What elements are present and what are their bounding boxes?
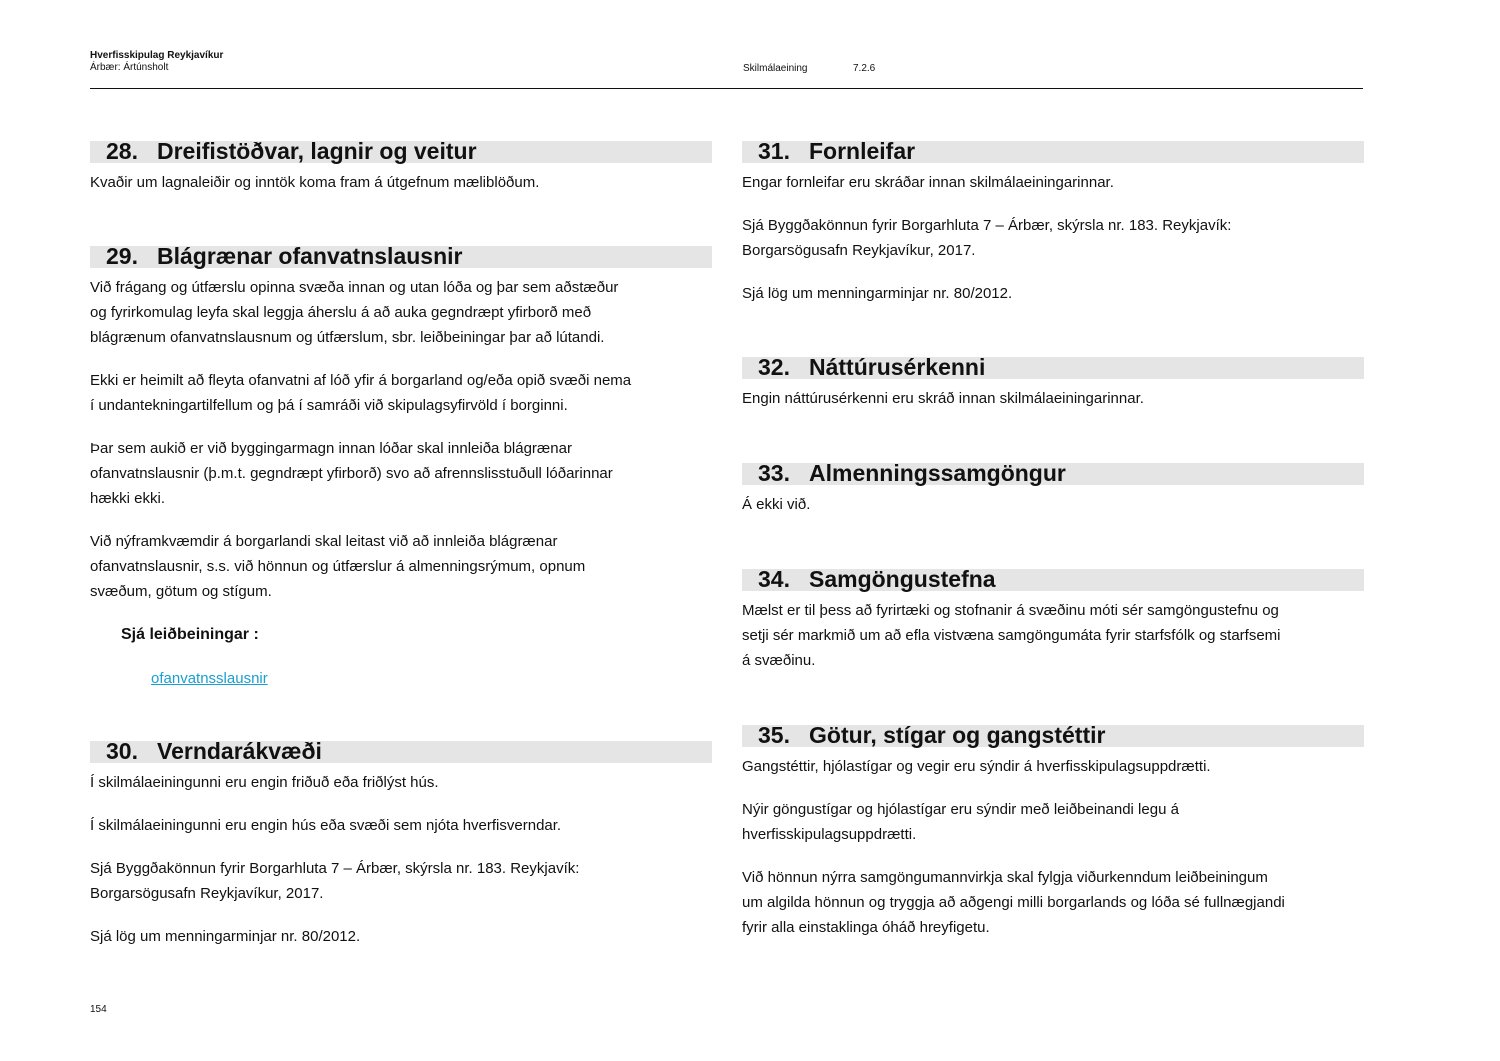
text-line: Við frágang og útfærslu opinna svæða innan og utan lóða og þar sem aðstæður [90, 279, 619, 296]
section [90, 138, 712, 195]
document-title: Hverfisskipulag Reykjavíkur [90, 50, 224, 61]
section-title: Náttúrusérkenni [809, 354, 986, 380]
section-number: 28. [106, 138, 138, 164]
paragraph [742, 754, 1364, 779]
text-line: Við nýframkvæmdir á borgarlandi skal leitast við að innleiða blágrænar [90, 533, 558, 550]
section-number: 7.2.6 [853, 63, 876, 74]
text-line: Borgarsögusafn Reykjavíkur, 2017. [742, 242, 976, 259]
text-line: Sjá Byggðakönnun fyrir Borgarhluta 7 – Árbær, skýrsla nr. 183. Reykjavík: [90, 860, 580, 877]
paragraph [742, 213, 1364, 263]
paragraph [742, 865, 1364, 940]
text-line: Sjá lög um menningarminjar nr. 80/2012. [90, 928, 361, 945]
section-heading [90, 738, 712, 764]
section-number: 31. [758, 138, 790, 164]
page-number: 154 [90, 1004, 107, 1015]
section-heading [742, 722, 1364, 748]
section-number: 30. [106, 738, 138, 764]
section-title: Blágrænar ofanvatnslausnir [157, 243, 463, 269]
section [90, 738, 712, 949]
paragraph [90, 529, 712, 604]
text-line: hækki ekki. [90, 490, 166, 507]
text-line: Engar fornleifar eru skráðar innan skilmálaeiningarinnar. [742, 174, 1114, 191]
section-heading [742, 354, 1364, 380]
text-line: og fyrirkomulag leyfa skal leggja áherslu á að auka gegndræpt yfirborð með [90, 304, 592, 321]
text-line: Á ekki við. [742, 496, 811, 513]
text-line: um algilda hönnun og tryggja að aðgengi milli borgarlands og lóða sé fullnægjandi [742, 894, 1285, 911]
text-line: Sjá Byggðakönnun fyrir Borgarhluta 7 – Árbær, skýrsla nr. 183. Reykjavík: [742, 217, 1232, 234]
text-line: ofanvatnslausnir (þ.m.t. gegndræpt yfirborð) svo að afrennslisstuðull lóðarinnar [90, 465, 613, 482]
paragraph [742, 281, 1364, 306]
paragraph [90, 813, 712, 838]
text-line: Gangstéttir, hjólastígar og vegir eru sýndir á hverfisskipulagsuppdrætti. [742, 758, 1211, 775]
section-heading [742, 460, 1364, 486]
text-line: Þar sem aukið er við byggingarmagn innan lóðar skal innleiða blágrænar [90, 440, 572, 457]
text-line: í undantekningartilfellum og þá í samráði við skipulagsyfirvöld í borginni. [90, 397, 568, 414]
paragraph [90, 924, 712, 949]
text-line: Nýir göngustígar og hjólastígar eru sýndir með leiðbeinandi legu á [742, 801, 1179, 818]
section-title: Götur, stígar og gangstéttir [809, 722, 1106, 748]
paragraph [742, 598, 1364, 673]
section [742, 722, 1364, 940]
text-line: Borgarsögusafn Reykjavíkur, 2017. [90, 885, 324, 902]
section [742, 354, 1364, 411]
section-heading [90, 243, 712, 269]
paragraph [90, 275, 712, 350]
text-line: fyrir alla einstaklinga óháð hreyfigetu. [742, 919, 990, 936]
section-title: Fornleifar [809, 138, 916, 164]
section-number: 33. [758, 460, 790, 486]
text-line: Engin náttúrusérkenni eru skráð innan skilmálaeiningarinnar. [742, 390, 1144, 407]
paragraph [90, 368, 712, 418]
section-number: 29. [106, 243, 138, 269]
section [90, 243, 712, 691]
text-line: hverfisskipulagsuppdrætti. [742, 826, 917, 843]
section [742, 138, 1364, 306]
text-line: Í skilmálaeiningunni eru engin friðuð eða friðlýst hús. [90, 774, 439, 791]
paragraph [90, 170, 712, 195]
guidelines-link[interactable]: ofanvatnsslausnir [151, 670, 268, 687]
text-line: Kvaðir um lagnaleiðir og inntök koma fram á útgefnum mæliblöðum. [90, 174, 540, 191]
paragraph [90, 770, 712, 795]
paragraph [742, 492, 1364, 517]
paragraph [742, 386, 1364, 411]
paragraph [742, 797, 1364, 847]
text-line: Ekki er heimilt að fleyta ofanvatni af lóð yfir á borgarland og/eða opið svæði nema [90, 372, 632, 389]
section-number: 32. [758, 354, 790, 380]
document-subtitle: Árbær: Ártúnsholt [90, 62, 169, 73]
section-title: Verndarákvæði [157, 738, 322, 764]
text-line: Sjá lög um menningarminjar nr. 80/2012. [742, 285, 1013, 302]
text-line: á svæðinu. [742, 652, 816, 669]
section-title: Dreifistöðvar, lagnir og veitur [157, 138, 477, 164]
section [742, 566, 1364, 673]
paragraph [90, 436, 712, 511]
section-heading [742, 138, 1364, 164]
section-heading [90, 138, 712, 164]
text-line: Við hönnun nýrra samgöngumannvirkja skal fylgja viðurkenndum leiðbeiningum [742, 869, 1268, 886]
text-line: Í skilmálaeiningunni eru engin hús eða svæði sem njóta hverfisverndar. [90, 817, 562, 834]
section-number: 34. [758, 566, 790, 592]
text-line: svæðum, götum og stígum. [90, 583, 272, 600]
text-line: blágrænum ofanvatnslausnum og útfærslum, sbr. leiðbeiningar þar að lútandi. [90, 329, 605, 346]
header-divider [90, 88, 1363, 89]
section-title: Almenningssamgöngur [809, 460, 1066, 486]
paragraph [742, 170, 1364, 195]
text-line: ofanvatnslausnir, s.s. við hönnun og útfærslur á almenningsrýmum, opnum [90, 558, 586, 575]
section [742, 460, 1364, 517]
text-line: setji sér markmið um að efla vistvæna samgöngumáta fyrir starfsfólk og starfsemi [742, 627, 1281, 644]
paragraph [90, 856, 712, 906]
see-guidelines-label: Sjá leiðbeiningar : [121, 626, 259, 643]
section-number: 35. [758, 722, 790, 748]
section-heading [742, 566, 1364, 592]
text-line: Mælst er til þess að fyrirtæki og stofnanir á svæðinu móti sér samgöngustefnu og [742, 602, 1279, 619]
section-label: Skilmálaeining [743, 63, 808, 74]
section-title: Samgöngustefna [809, 566, 996, 592]
